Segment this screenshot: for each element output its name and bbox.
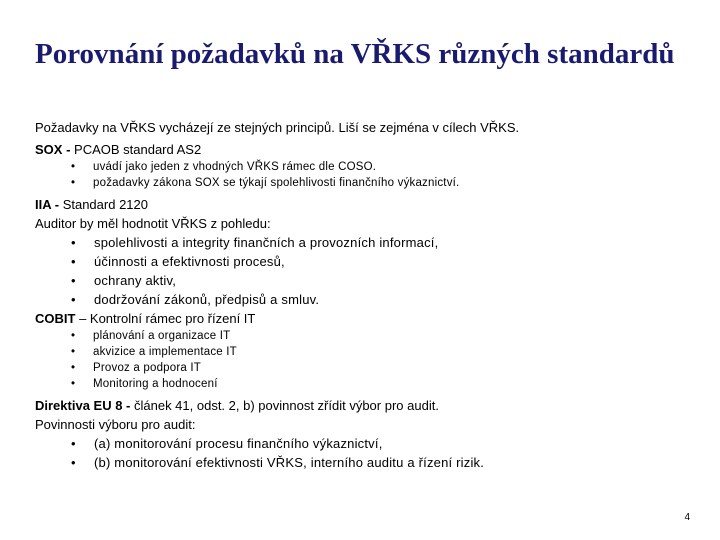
iia-text: Standard 2120: [59, 197, 148, 212]
eu8-list: [35, 434, 685, 472]
cobit-list: [35, 328, 685, 392]
list-item-text: účinnosti a efektivnosti procesů,: [94, 254, 285, 269]
sox-heading: [35, 140, 685, 159]
sox-text: PCAOB standard AS2: [70, 142, 202, 157]
list-item: [35, 290, 685, 309]
eu8-label: Direktiva EU 8 -: [35, 398, 131, 413]
list-item-text: Monitoring a hodnocení: [93, 378, 218, 390]
iia-lead: Auditor by měl hodnotit VŘKS z pohledu:: [35, 216, 271, 231]
cobit-text: – Kontrolní rámec pro řízení IT: [75, 311, 256, 326]
bullet-icon: •: [71, 235, 76, 250]
slide-body: [35, 118, 685, 472]
list-item: [35, 175, 685, 191]
list-item: [35, 344, 685, 360]
list-item: [35, 271, 685, 290]
list-item-text: uvádí jako jeden z vhodných VŘKS rámec dle COSO.: [93, 161, 377, 173]
sox-label: SOX -: [35, 142, 71, 157]
list-item: [35, 159, 685, 175]
bullet-icon: •: [71, 346, 76, 358]
intro-text: Požadavky na VŘKS vycházejí ze stejných principů. Liší se zejména v cílech VŘKS.: [35, 120, 520, 135]
bullet-icon: •: [71, 330, 76, 342]
eu8-heading: [35, 396, 685, 415]
list-item-text: plánování a organizace IT: [93, 330, 231, 342]
bullet-icon: •: [71, 378, 76, 390]
bullet-icon: •: [71, 436, 76, 451]
list-item: [35, 453, 685, 472]
bullet-icon: •: [71, 161, 76, 173]
page-number: 4: [684, 512, 690, 523]
list-item-text: dodržování zákonů, předpisů a smluv.: [94, 292, 320, 307]
list-item-text: (b) monitorování efektivnosti VŘKS, interního auditu a řízení rizik.: [94, 455, 485, 470]
list-item-text: Provoz a podpora IT: [93, 362, 201, 374]
list-item: [35, 376, 685, 392]
bullet-icon: •: [71, 455, 76, 470]
list-item: [35, 233, 685, 252]
slide-title: Porovnání požadavků na VŘKS různých standardů: [35, 38, 675, 70]
list-item: [35, 434, 685, 453]
sox-list: [35, 159, 685, 191]
list-item-text: (a) monitorování procesu finančního výkaznictví,: [94, 436, 383, 451]
bullet-icon: •: [71, 254, 76, 269]
bullet-icon: •: [71, 273, 76, 288]
cobit-label: COBIT: [35, 311, 76, 326]
iia-label: IIA -: [35, 197, 60, 212]
list-item-text: akvizice a implementace IT: [93, 346, 237, 358]
bullet-icon: •: [71, 292, 76, 307]
bullet-icon: •: [71, 177, 76, 189]
list-item-text: spolehlivosti a integrity finančních a provozních informací,: [94, 235, 439, 250]
eu8-text: článek 41, odst. 2, b) povinnost zřídit výbor pro audit.: [130, 398, 439, 413]
list-item: [35, 252, 685, 271]
cobit-heading: [35, 309, 685, 328]
list-item-text: ochrany aktiv,: [94, 273, 177, 288]
eu8-lead: Povinnosti výboru pro audit:: [35, 417, 196, 432]
list-item: [35, 328, 685, 344]
list-item-text: požadavky zákona SOX se týkají spolehlivosti finančního výkaznictví.: [93, 177, 460, 189]
iia-list: [35, 233, 685, 309]
bullet-icon: •: [71, 362, 76, 374]
iia-heading: [35, 195, 685, 214]
list-item: [35, 360, 685, 376]
